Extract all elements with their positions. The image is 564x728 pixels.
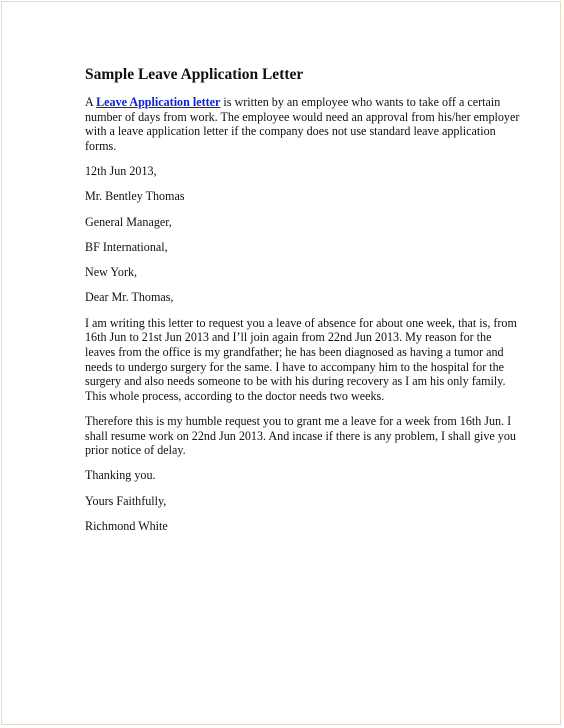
intro-line-4: forms. <box>85 138 117 153</box>
recipient-company: BF International, <box>85 239 168 254</box>
intro-line-1 <box>85 95 501 110</box>
recipient-city: New York, <box>85 265 138 280</box>
body1-line: I am writing this letter to request you a leave of absence for about one week, that is, from <box>85 315 517 330</box>
body2-line: Therefore this is my humble request you to grant me a leave for a week from 16th Jun. I <box>85 414 512 428</box>
body1-line: This whole process, according to the doctor needs two weeks. <box>85 388 385 403</box>
signature-name: Richmond White <box>85 519 168 534</box>
recipient-title: General Manager, <box>85 214 172 229</box>
letter-date: 12th Jun 2013, <box>85 164 157 179</box>
closing-line: Yours Faithfully, <box>85 493 167 508</box>
body2-line: shall resume work on 22nd Jun 2013. And incase if there is any problem, I shall give you <box>85 428 516 443</box>
body1-line: surgery and also needs someone to be with his during recovery as I am his only family. <box>85 374 506 389</box>
body-paragraph-2 <box>85 414 516 458</box>
body1-line: needs to undergo surgery for the same. I have to accompany him to the hospital for the <box>85 359 505 374</box>
intro-paragraph <box>85 95 520 153</box>
body-paragraph-1 <box>85 315 517 404</box>
intro-prefix: A <box>85 95 97 109</box>
intro-line-3: with a leave application letter if the company does not use standard leave application <box>85 124 496 139</box>
letter-document <box>85 66 520 544</box>
thanks-line: Thanking you. <box>85 468 156 483</box>
leave-application-letter-link[interactable]: Leave Application letter <box>96 95 221 109</box>
intro-line-2: number of days from work. The employee would need an approval from his/her employer <box>85 109 520 124</box>
body1-line: leaves from the office is my grandfather; he has been diagnosed as having a tumor and <box>85 344 504 359</box>
body2-line: prior notice of delay. <box>85 443 186 458</box>
recipient-name: Mr. Bentley Thomas <box>85 189 185 204</box>
body1-line: 16th Jun to 21st Jun 2013 and I’ll join again from 22nd Jun 2013. My reason for the <box>85 330 492 345</box>
document-title: Sample Leave Application Letter <box>85 66 304 83</box>
salutation: Dear Mr. Thomas, <box>85 290 174 305</box>
intro-line-1-rest: is written by an employee who wants to take off a certain <box>220 95 501 109</box>
